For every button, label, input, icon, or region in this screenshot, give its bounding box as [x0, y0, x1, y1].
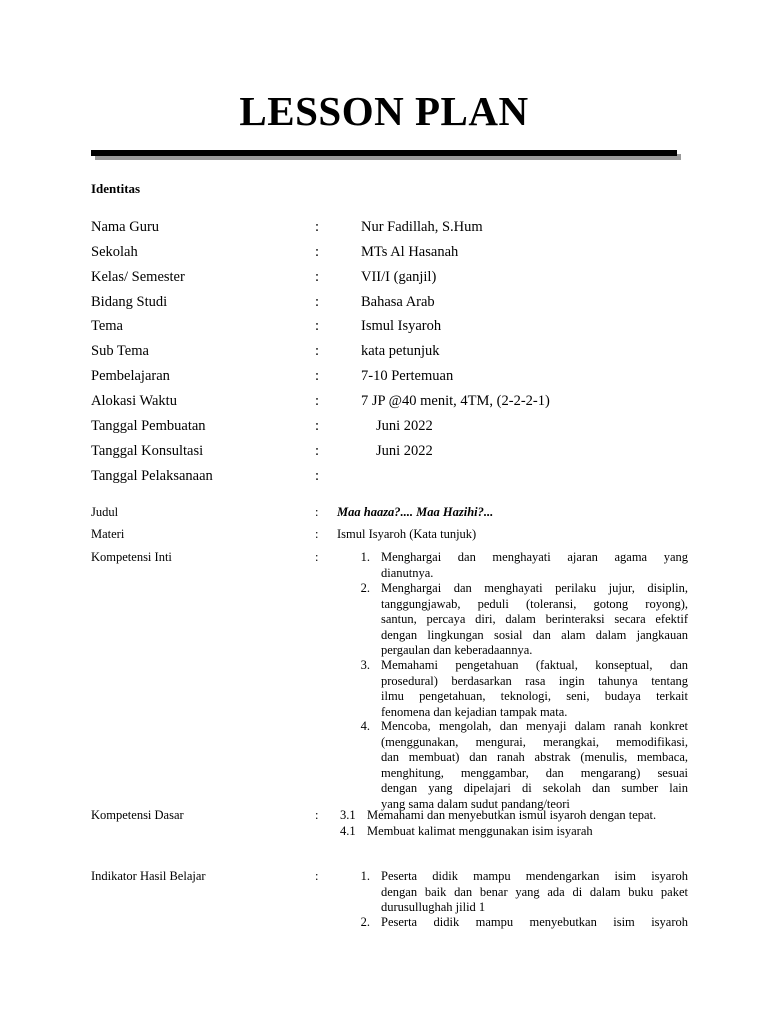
text-line: pergaulan dan keberadaannya. [381, 643, 533, 657]
text-line: dianutnya. [381, 565, 434, 580]
text-line: prosedural) berdasarkan rasa ingin tahunya tentang [381, 673, 688, 688]
field-label: Alokasi Waktu [91, 393, 177, 409]
field-value: Ismul Isyaroh [361, 318, 442, 334]
item-number: 3. [360, 658, 370, 672]
field-label: Bidang Studi [91, 294, 168, 310]
field-value: 7-10 Pertemuan [361, 368, 454, 384]
text-line: (menggunakan, mengurai, merangkai, memodifikasi, [381, 734, 688, 749]
text-line: dengan lingkungan sosial dan alam dalam jangkauan [381, 627, 688, 642]
text-line: Peserta didik mampu menyebutkan isim isyaroh [381, 915, 688, 929]
field-label: Nama Guru [91, 219, 160, 235]
field-label: Sekolah [91, 244, 138, 260]
field-value: MTs Al Hasanah [361, 244, 459, 260]
item-number: 1. [360, 869, 370, 883]
colon: : [315, 443, 320, 459]
item-number: 1. [360, 550, 370, 564]
item-text [381, 581, 688, 659]
text-line: menghitung, menggambar, dan mengarang) sesuai [381, 765, 688, 780]
text-line: Menghargai dan menghayati ajaran agama yang [381, 550, 688, 564]
item-text [381, 550, 688, 581]
text-line: ilmu pengetahuan, teknologi, seni, budaya terkait [381, 689, 688, 703]
kd-text: Memahami dan menyebutkan ismul isyaroh dengan tepat. [367, 808, 657, 822]
page-title: LESSON PLAN [239, 88, 529, 134]
kd-text: Membuat kalimat menggunakan isim isyarah [367, 824, 593, 838]
text-line: dengan yang dipelajari di sekolah dan sumber lain [381, 781, 688, 795]
field-value: kata petunjuk [361, 343, 440, 359]
field-label: Pembelajaran [91, 368, 170, 384]
colon: : [315, 294, 320, 310]
colon: : [315, 343, 320, 359]
title-divider [91, 150, 677, 156]
text-line: dengan baik dan benar yang ada di dalam buku paket [381, 884, 688, 899]
field-value: Bahasa Arab [361, 294, 435, 310]
colon: : [315, 318, 320, 334]
item-number: 2. [360, 915, 370, 929]
colon: : [315, 418, 320, 434]
text-line: Peserta didik mampu mendengarkan isim isyaroh [381, 869, 688, 883]
colon: : [315, 869, 319, 883]
field-label: Tanggal Konsultasi [91, 443, 204, 459]
colon: : [315, 527, 319, 541]
materi-value: Ismul Isyaroh (Kata tunjuk) [337, 527, 477, 541]
colon: : [315, 368, 320, 384]
text-line: tanggungjawab, peduli (toleransi, gotong royong), [381, 596, 688, 611]
text-line: Menghargai dan menghayati perilaku jujur, disiplin, [381, 581, 688, 595]
field-value: Nur Fadillah, S.Hum [361, 219, 483, 235]
item-text [381, 869, 688, 916]
text-line: durusullughah jilid 1 [381, 900, 486, 914]
field-label: Tema [91, 318, 123, 334]
text-line: fenomena dan kejadian tampak mata. [381, 704, 568, 719]
field-label: Kelas/ Semester [91, 269, 185, 285]
field-value: VII/I (ganjil) [361, 269, 437, 285]
item-text [381, 658, 688, 720]
kd-code: 4.1 [340, 824, 356, 838]
colon: : [315, 219, 320, 235]
colon: : [315, 244, 320, 260]
field-value: Juni 2022 [376, 443, 433, 459]
item-number: 4. [360, 719, 370, 733]
section-heading-identitas: Identitas [91, 181, 141, 196]
judul-value: Maa haaza?.... Maa Hazihi?... [337, 505, 494, 519]
text-line: Mencoba, mengolah, dan menyaji dalam ranah konkret [381, 719, 688, 733]
text-line: dan membuat) dan ranah abstrak (menulis, membaca, [381, 750, 688, 764]
text-line: Memahami pengetahuan (faktual, konseptual, dan [381, 658, 688, 672]
field-label: Tanggal Pembuatan [91, 418, 206, 434]
text-line: santun, percaya diri, dalam berinteraksi secara efektif [381, 612, 688, 626]
kd-code: 3.1 [340, 808, 356, 822]
field-label: Judul [91, 505, 119, 519]
item-number: 2. [360, 581, 370, 595]
field-label: Tanggal Pelaksanaan [91, 468, 213, 484]
colon: : [315, 269, 320, 285]
field-label: Materi [91, 527, 125, 541]
colon: : [315, 808, 319, 822]
colon: : [315, 393, 320, 409]
item-text [381, 719, 688, 812]
colon: : [315, 550, 319, 564]
text-line: yang sama dalam sudut pandang/teori [381, 796, 570, 811]
colon: : [315, 468, 320, 484]
field-value: 7 JP @40 menit, 4TM, (2-2-2-1) [361, 393, 550, 409]
field-label: Kompetensi Dasar [91, 808, 184, 822]
colon: : [315, 505, 319, 519]
field-label: Sub Tema [91, 343, 149, 359]
field-label: Indikator Hasil Belajar [91, 869, 206, 883]
field-label: Kompetensi Inti [91, 550, 172, 564]
field-value: Juni 2022 [376, 418, 433, 434]
item-text [381, 915, 688, 931]
